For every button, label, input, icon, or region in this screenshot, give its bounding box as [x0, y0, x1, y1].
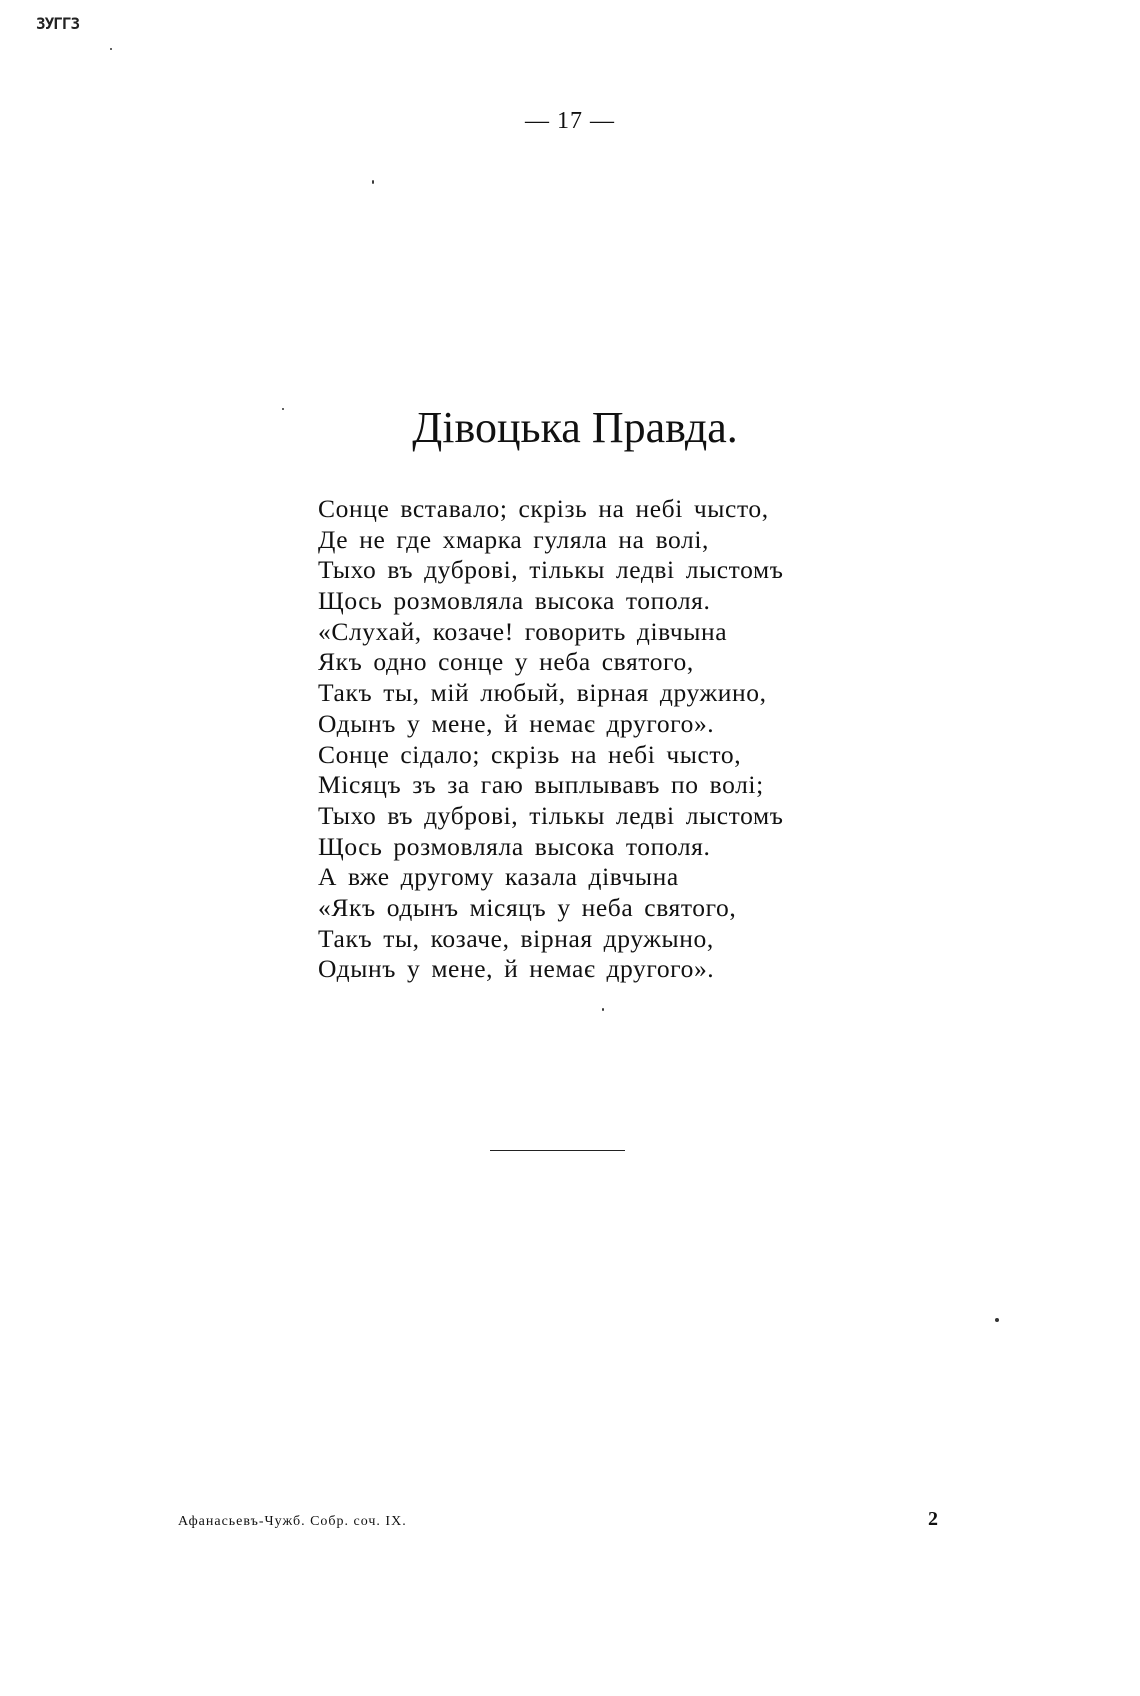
printer-signature: Афанасьевъ-Чужб. Собр. соч. IX.	[178, 1514, 407, 1529]
scan-speck	[282, 408, 284, 410]
poem-line: Щось розмовляла высока тополя.	[318, 831, 711, 861]
poem-line: Якъ одно сонце у неба святого,	[318, 647, 694, 677]
poem-line: Щось розмовляла высока тополя.	[318, 586, 711, 616]
poem-line: Сонце сідало; скрізь на небі чысто,	[318, 739, 742, 769]
corner-stamp: ЗУГГЗ	[36, 14, 80, 33]
poem-line: Одынъ у мене, й немає другого».	[318, 954, 715, 984]
poem-line: «Слухай, козаче! говорить дівчына	[318, 616, 728, 646]
poem-title: Дівоцька Правда.	[412, 403, 738, 452]
poem-line: Такъ ты, мій любый, вірная дружино,	[318, 678, 767, 708]
poem-line: А вже другому казала дівчына	[318, 862, 679, 892]
scan-speck	[110, 48, 112, 50]
poem-line: Сонце вставало; скрізь на небі чысто,	[318, 494, 769, 523]
page-number: — 17 —	[525, 108, 615, 134]
poem-line: Одынъ у мене, й немає другого».	[318, 708, 715, 738]
sheet-number: 2	[928, 1508, 938, 1530]
poem-body	[318, 494, 783, 985]
scan-speck	[602, 1008, 604, 1011]
poem-line: Тыхо въ дуброві, тількы ледві лыстомъ	[318, 800, 784, 830]
poem-line: Такъ ты, козаче, вірная дружыно,	[318, 923, 714, 953]
poem-line: «Якъ одынъ місяцъ у неба святого,	[318, 892, 737, 922]
poem-line: Тыхо въ дуброві, тількы ледві лыстомъ	[318, 555, 784, 585]
end-divider-rule	[490, 1150, 625, 1151]
poem-line: Де не где хмарка гуляла на волі,	[318, 524, 710, 554]
scan-speck	[372, 180, 374, 184]
scan-speck	[995, 1318, 999, 1322]
poem-line: Місяцъ зъ за гаю выплывавъ по волі;	[318, 770, 764, 800]
